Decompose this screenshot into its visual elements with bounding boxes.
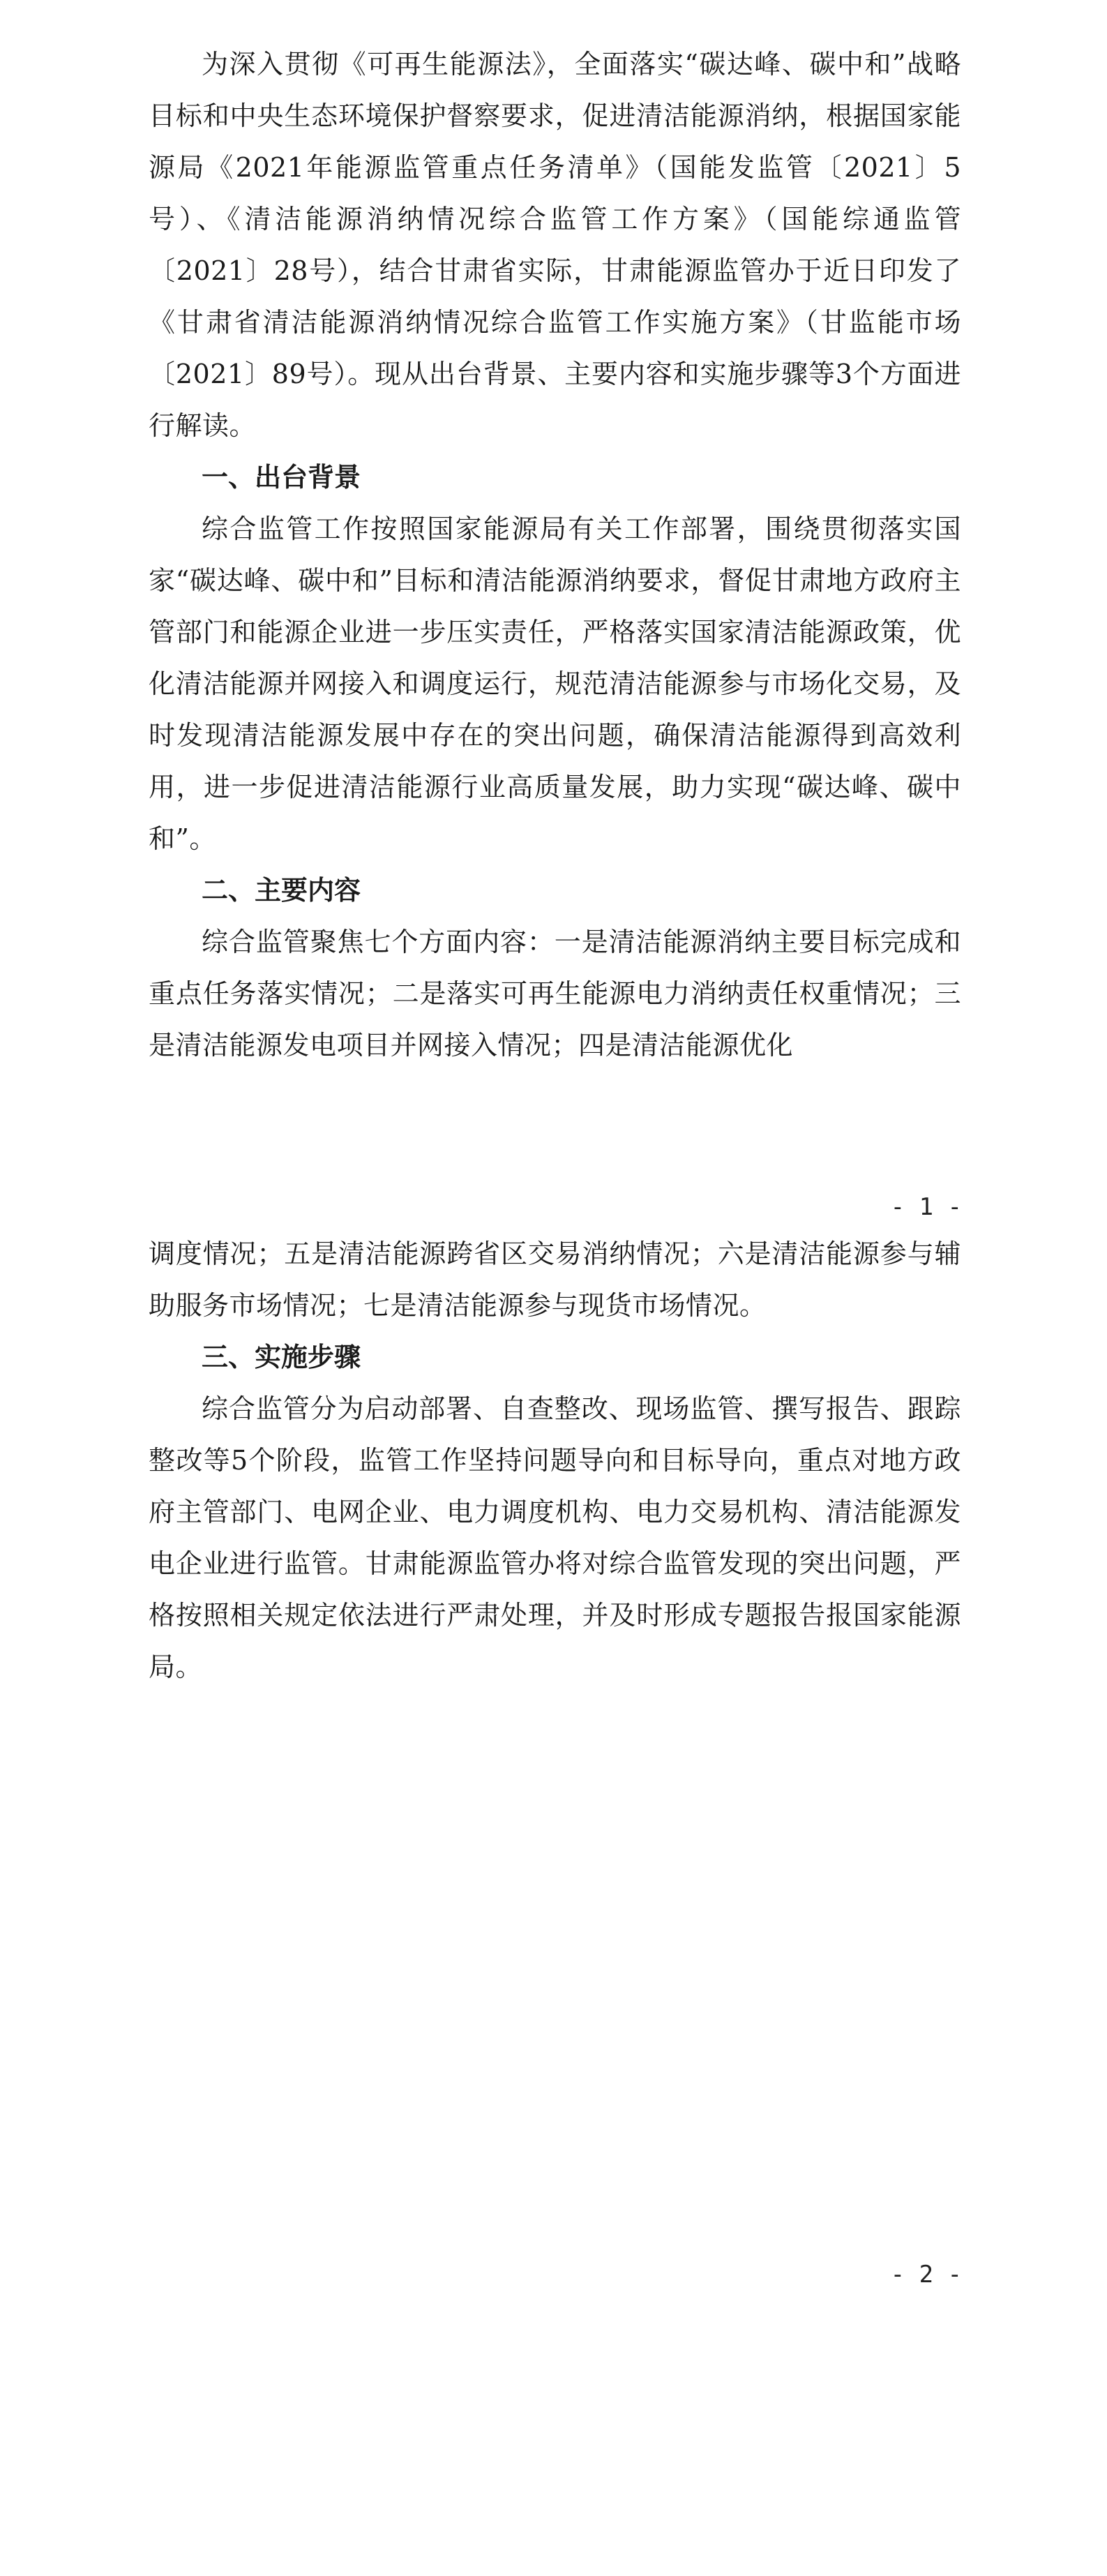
page-1-content	[149, 38, 961, 1071]
page-number-2: - 2 -	[890, 2261, 962, 2289]
section-heading-steps: 三、实施步骤	[202, 1342, 361, 1372]
section-heading-background: 一、出台背景	[202, 462, 361, 493]
background-paragraph: 综合监管工作按照国家能源局有关工作部署，围绕贯彻落实国家“碳达峰、碳中和”目标和清洁能源消纳要求，督促甘肃地方政府主管部门和能源企业进一步压实责任，严格落实国家清洁能源政策，优化清洁能源并网接入和调度运行，规范清洁能源参与市场化交易，及时发现清洁能源发展中存在的突出问题，确保清洁能源得到高效利用，进一步促进清洁能源行业高质量发展，助力实现“碳达峰、碳中和”。	[149, 514, 961, 854]
main-content-paragraph: 综合监管聚焦七个方面内容：一是清洁能源消纳主要目标完成和重点任务落实情况；二是落实可再生能源电力消纳责任权重情况；三是清洁能源发电项目并网接入情况；四是清洁能源优化	[149, 927, 961, 1061]
section-heading-main-content: 二、主要内容	[202, 875, 361, 906]
page-2	[0, 1228, 1107, 2576]
page-1	[0, 0, 1107, 1228]
main-content-paragraph-continued: 调度情况；五是清洁能源跨省区交易消纳情况；六是清洁能源参与辅助服务市场情况；七是清洁能源参与现货市场情况。	[149, 1238, 961, 1321]
page-2-content	[149, 1228, 961, 1693]
page-number-1: - 1 -	[890, 1193, 962, 1221]
intro-paragraph: 为深入贯彻《可再生能源法》，全面落实“碳达峰、碳中和”战略目标和中央生态环境保护督察要求，促进清洁能源消纳，根据国家能源局《2021年能源监管重点任务清单》（国能发监管〔2021〕5号）、《清洁能源消纳情况综合监管工作方案》（国能综通监管〔2021〕28号），结合甘肃省实际，甘肃能源监管办于近日印发了《甘肃省清洁能源消纳情况综合监管工作实施方案》（甘监能市场〔2021〕89号）。现从出台背景、主要内容和实施步骤等3个方面进行解读。	[149, 49, 961, 441]
steps-paragraph: 综合监管分为启动部署、自查整改、现场监管、撰写报告、跟踪整改等5个阶段，监管工作坚持问题导向和目标导向，重点对地方政府主管部门、电网企业、电力调度机构、电力交易机构、清洁能源发电企业进行监管。甘肃能源监管办将对综合监管发现的突出问题，严格按照相关规定依法进行严肃处理，并及时形成专题报告报国家能源局。	[149, 1393, 961, 1682]
